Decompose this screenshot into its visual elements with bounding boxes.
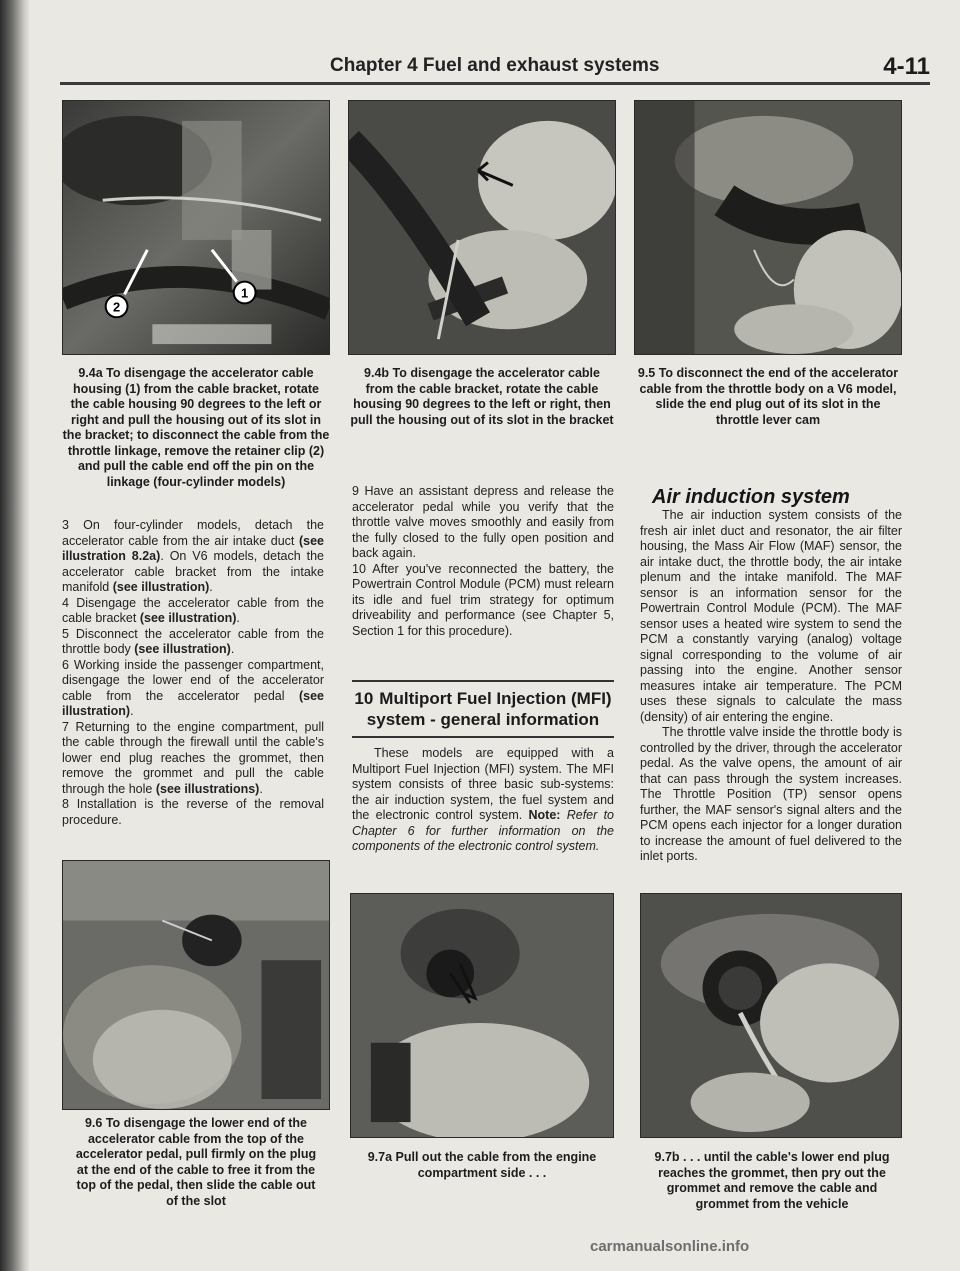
step-10: 10 After you've reconnected the battery, the Powertrain Control Module (PCM) must relearn its idle and fuel trim strategy for optimum driveability and performance (see Chapter 5, Section 1 for this procedure). [352, 561, 614, 638]
photo-9-4b [348, 100, 616, 355]
air-induction-p1: The air induction system consists of the fresh air inlet duct and resonator, the air filter housing, the Mass Air Flow (MAF) sensor, the air intake duct, the throttle body, the air intake plenum and the intake manifold. The MAF sensor is an information sensor for the Powertrain Control Module (PCM). The MAF sensor uses a heated wire system to send the PCM a constantly varying (analog) voltage signal corresponding to the volume of air passing into the engine. Another sensor measures intake air temperature. The PCM uses these signals to calculate the mass (density) of air entering the engine. [640, 508, 902, 724]
book-binding-shadow [0, 0, 30, 1271]
column-3-text [640, 508, 902, 865]
note-label: Note: [528, 808, 561, 822]
column-1-text [62, 518, 324, 828]
step-4: 4 Disengage the accelerator cable from the cable bracket (see illustration). [62, 595, 324, 625]
caption-9-4b: 9.4b To disengage the accelerator cable from the cable bracket, rotate the cable housing 90 degrees to the left or right, then pull the housing out of its slot in the bracket [350, 366, 614, 427]
chapter-title: Chapter 4 Fuel and exhaust systems [330, 55, 660, 76]
section-heading [352, 688, 614, 730]
section-number: 10 [354, 689, 374, 708]
step-3: 3 On four-cylinder models, detach the accelerator cable from the air intake duct (see illustration 8.2a). On V6 models, detach the accelerator cable bracket from the intake manifold (see illustration). [62, 518, 325, 594]
photo-9-5 [634, 100, 902, 355]
caption-9-7b: 9.7b . . . until the cable's lower end plug reaches the grommet, then pry out the grommet and remove the cable and grommet from the vehicle [654, 1150, 890, 1211]
caption-9-6: 9.6 To disengage the lower end of the accelerator cable from the top of the accelerator pedal, pull firmly on the plug at the end of the cable to free it from the top of the pedal, then slide the cable out of the slot [75, 1116, 317, 1208]
step-7: 7 Returning to the engine compartment, pull the cable through the firewall until the cable's lower end plug reaches the grommet, then remove the grommet and pull the cable through the hole (see illustrations). [62, 719, 324, 796]
step-9: 9 Have an assistant depress and release the accelerator pedal while you verify that the throttle valve moves smoothly and easily from the fully closed to the fully open position and back again. [352, 484, 614, 560]
photo-9-4a [62, 100, 330, 355]
step-6: 6 Working inside the passenger compartment, disengage the lower end of the accelerator cable from the accelerator pedal (see illustration). [62, 657, 324, 718]
callout-2: 2 [113, 299, 121, 315]
section-rule-top [352, 680, 614, 682]
section-rule-bottom [352, 736, 614, 738]
air-induction-heading: Air induction system [652, 486, 850, 508]
photo-9-7a [350, 893, 614, 1138]
mfi-intro: These models are equipped with a Multiport Fuel Injection (MFI) system. The MFI system consists of three basic sub-systems: the air induction system, the fuel system and the electronic control system. Note: Refer to Chapter 6 for further information on the components of the electronic control system. [352, 746, 614, 853]
photo-9-6 [62, 860, 330, 1110]
header-rule [60, 82, 930, 85]
air-induction-p2: The throttle valve inside the throttle body is controlled by the driver, through the accelerator pedal. As the valve opens, the amount of air that can pass through the system increases. The Throttle Position (TP) sensor opens further, the MAF sensor's signal alters and the PCM opens each injector for a longer duration to increase the amount of fuel delivered to the inlet ports. [640, 725, 902, 863]
photo-9-7b [640, 893, 902, 1138]
caption-9-4a: 9.4a To disengage the accelerator cable housing (1) from the cable bracket, rotate the cable housing 90 degrees to the left or right and pull the housing out of its slot in the bracket; to disconnect the cable from the throttle linkage, remove the retainer clip (2) and pull the cable end off the pin on the linkage (four-cylinder models) [62, 366, 330, 489]
callout-1: 1 [241, 285, 249, 301]
caption-9-7a: 9.7a Pull out the cable from the engine compartment side . . . [367, 1150, 597, 1180]
page-number: 4-11 [883, 53, 930, 80]
step-5: 5 Disconnect the accelerator cable from the throttle body (see illustration). [62, 626, 324, 656]
caption-9-5: 9.5 To disconnect the end of the accelerator cable from the throttle body on a V6 model, slide the end plug out of its slot in the throttle lever cam [637, 366, 899, 427]
watermark: carmanualsonline.info [590, 1238, 750, 1255]
section-title: Multiport Fuel Injection (MFI) system - general information [366, 689, 612, 729]
step-8: 8 Installation is the reverse of the removal procedure. [62, 797, 324, 827]
column-2-text [352, 484, 614, 639]
